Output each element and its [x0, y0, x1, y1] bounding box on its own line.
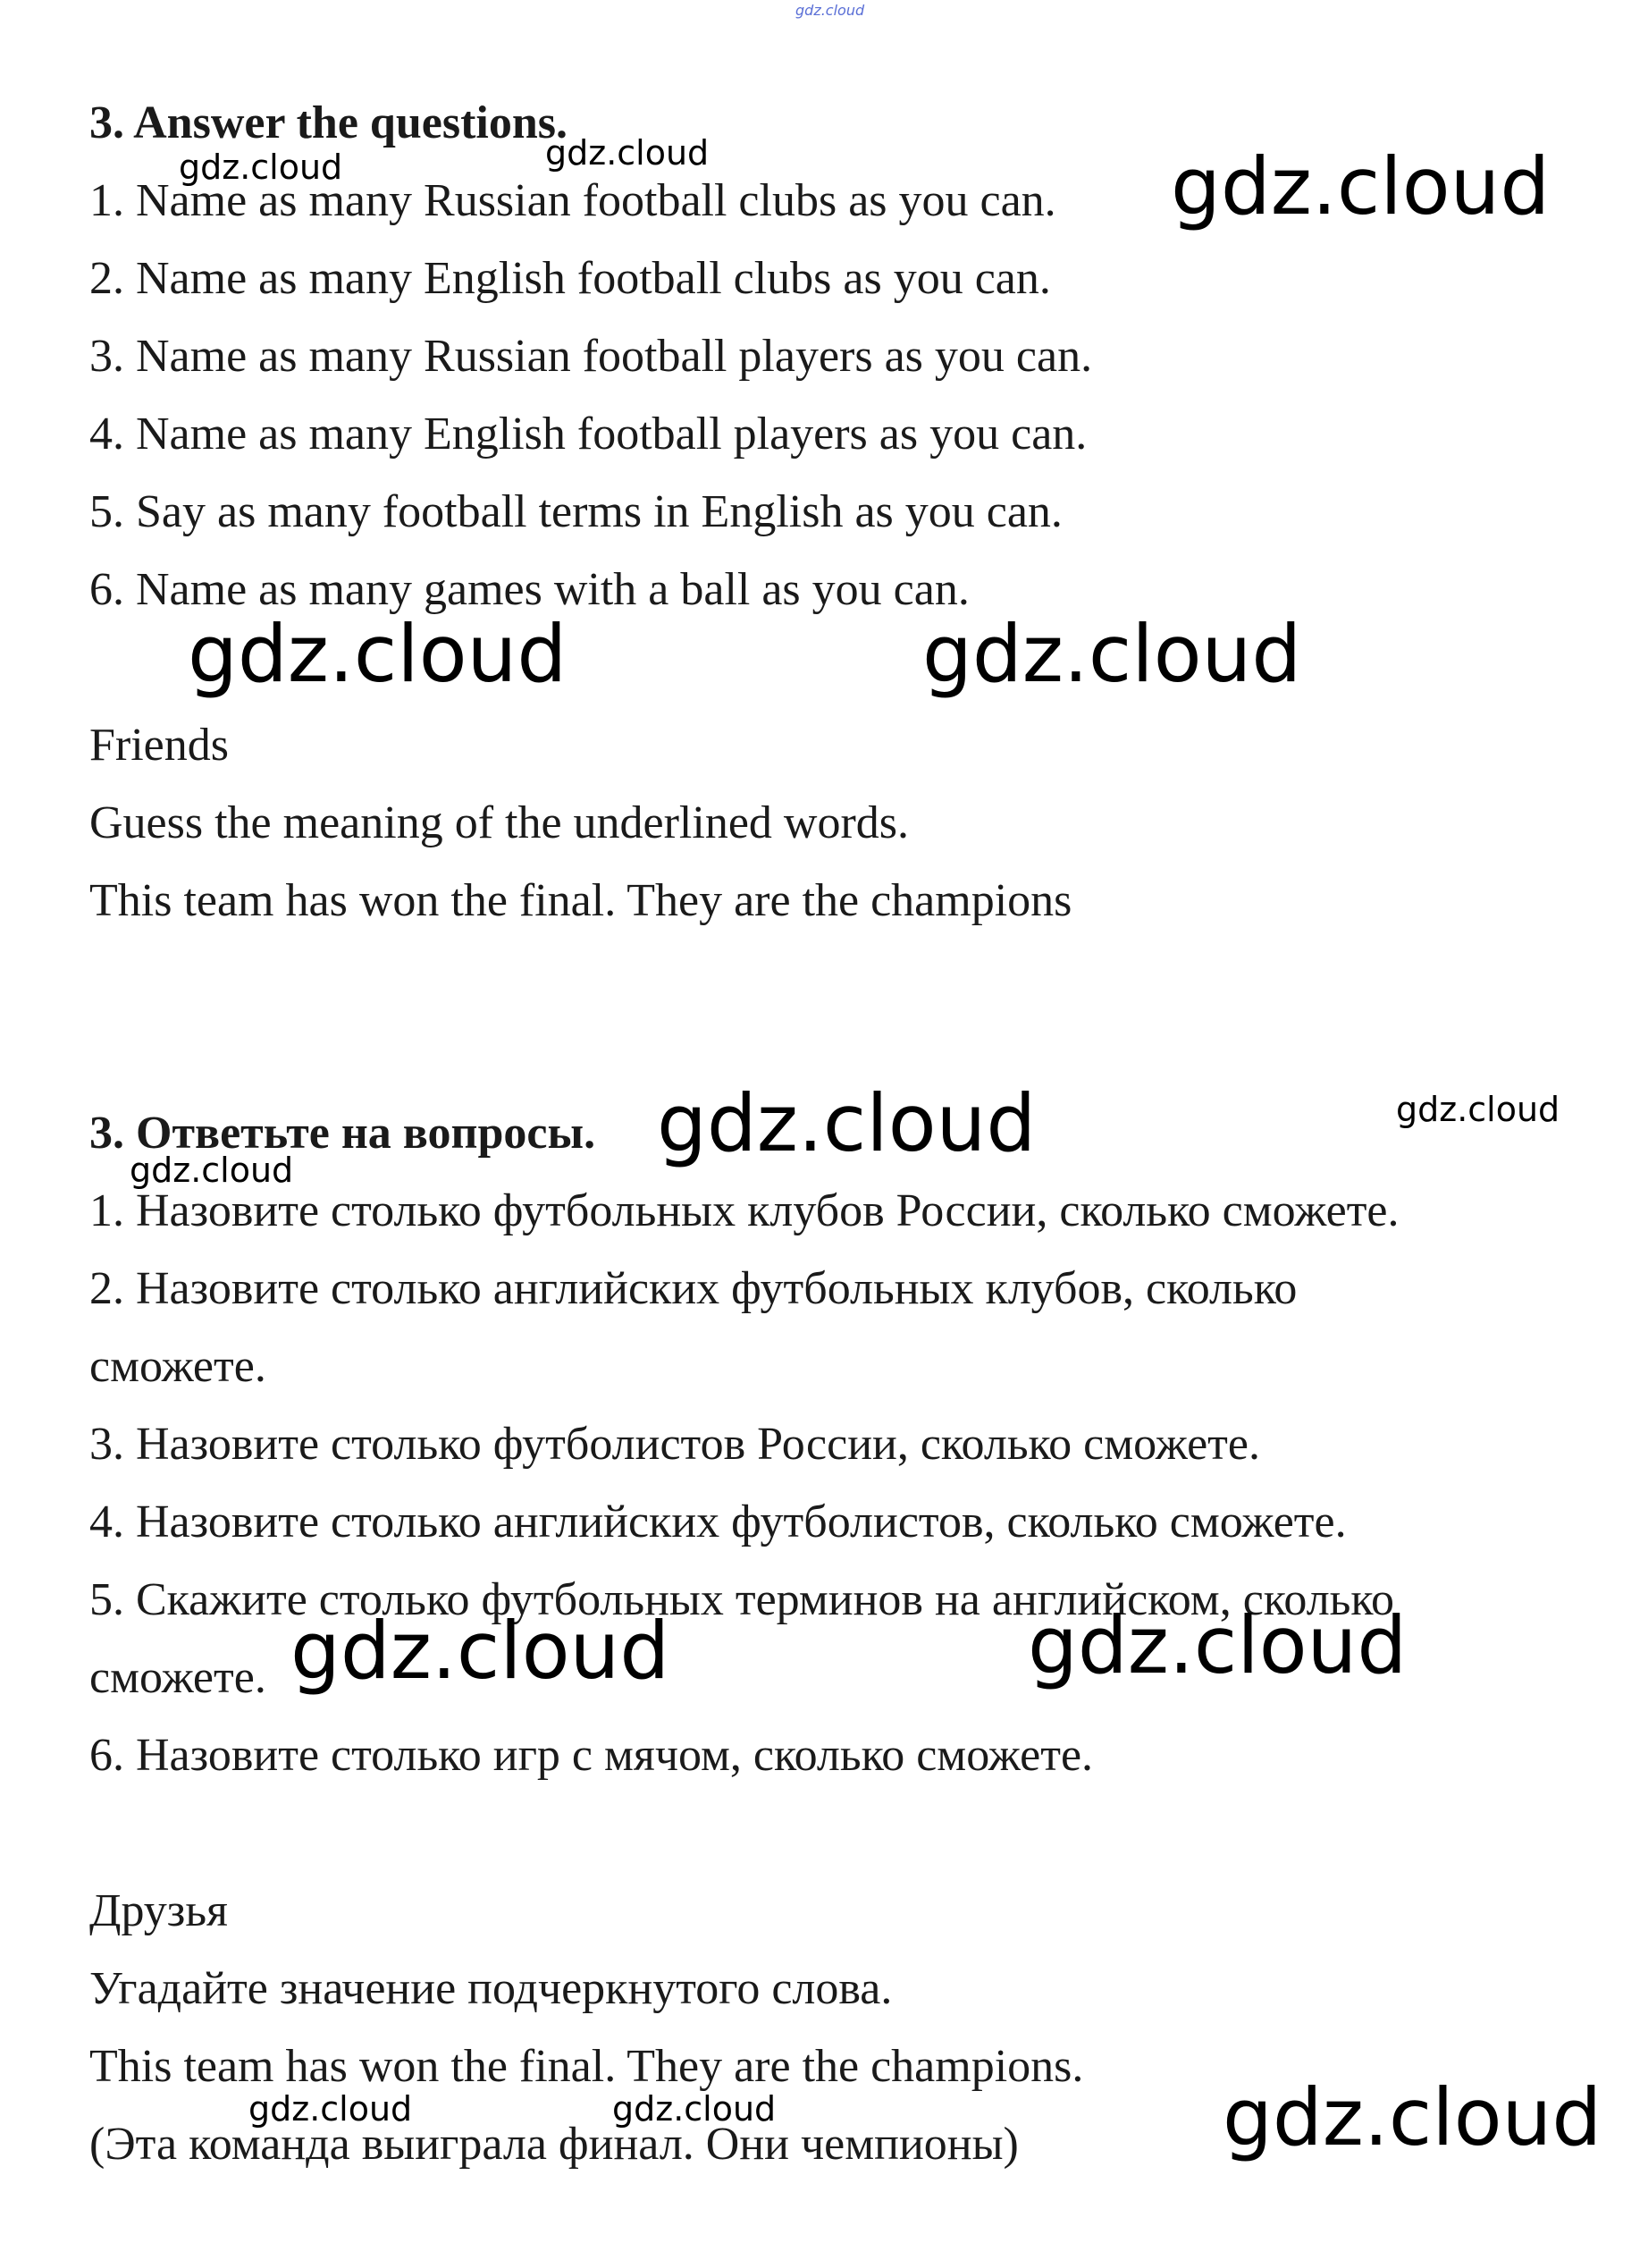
watermark-small: gdz.cloud: [545, 133, 710, 173]
english-sentence: This team has won the final. They are the champions: [89, 875, 1072, 926]
english-question-2: 2. Name as many English football clubs as you can.: [89, 253, 1051, 304]
watermark-large: gdz.cloud: [657, 1077, 1037, 1169]
russian-question-2: 2. Назовите столько английских футбольных клубов, сколько: [89, 1263, 1298, 1314]
watermark-small: gdz.cloud: [248, 2089, 413, 2129]
english-heading: 3. Answer the questions.: [89, 97, 568, 148]
english-question-1: 1. Name as many Russian football clubs as you can.: [89, 175, 1056, 226]
watermark-large: gdz.cloud: [922, 608, 1302, 700]
russian-question-3: 3. Назовите столько футболистов России, сколько сможете.: [89, 1419, 1260, 1470]
top-watermark: gdz.cloud: [795, 2, 865, 19]
english-question-3: 3. Name as many Russian football players as you can.: [89, 331, 1093, 382]
watermark-large: gdz.cloud: [1171, 140, 1551, 232]
watermark-large: gdz.cloud: [1028, 1599, 1408, 1691]
russian-sentence: This team has won the final. They are the champions.: [89, 2041, 1084, 2092]
watermark-large: gdz.cloud: [188, 608, 568, 700]
english-question-5: 5. Say as many football terms in English as you can.: [89, 486, 1063, 537]
watermark-small: gdz.cloud: [130, 1151, 294, 1190]
russian-translation: (Эта команда выиграла финал. Они чемпионы): [89, 2119, 1019, 2170]
watermark-small: gdz.cloud: [612, 2089, 777, 2129]
russian-question-5: 5. Скажите столько футбольных терминов на английском, сколько: [89, 1574, 1395, 1625]
russian-question-1: 1. Назовите столько футбольных клубов России, сколько сможете.: [89, 1185, 1400, 1236]
english-instruction: Guess the meaning of the underlined words.: [89, 797, 910, 848]
english-section-title: Friends: [89, 720, 229, 771]
russian-question-5-cont: сможете.: [89, 1652, 266, 1703]
russian-heading: 3. Ответьте на вопросы.: [89, 1108, 596, 1159]
english-question-6: 6. Name as many games with a ball as you can.: [89, 564, 970, 615]
russian-question-2-cont: сможете.: [89, 1341, 266, 1392]
russian-instruction: Угадайте значение подчеркнутого слова.: [89, 1963, 893, 2014]
russian-question-6: 6. Назовите столько игр с мячом, сколько сможете.: [89, 1730, 1094, 1781]
watermark-large: gdz.cloud: [1223, 2071, 1602, 2163]
watermark-small: gdz.cloud: [1396, 1090, 1560, 1129]
russian-section-title: Друзья: [89, 1885, 228, 1936]
watermark-small: gdz.cloud: [179, 148, 343, 187]
watermark-large: gdz.cloud: [290, 1605, 670, 1697]
russian-question-4: 4. Назовите столько английских футболистов, сколько сможете.: [89, 1497, 1347, 1547]
english-question-4: 4. Name as many English football players as you can.: [89, 409, 1088, 460]
